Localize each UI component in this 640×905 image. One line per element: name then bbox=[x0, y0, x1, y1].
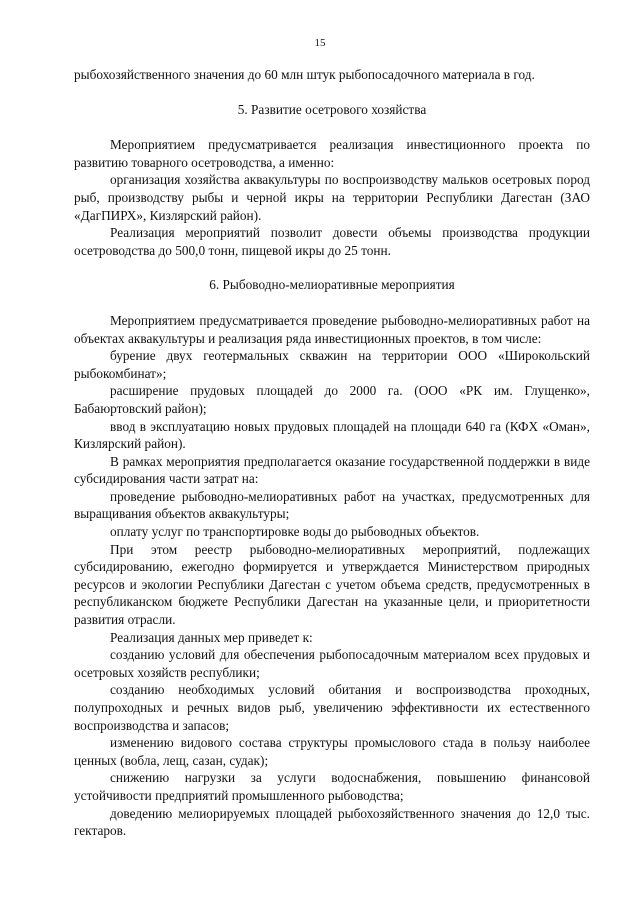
paragraph: бурение двух геотермальных скважин на территории ООО «Широкольский рыбокомбинат»; bbox=[74, 348, 590, 381]
paragraph: оплату услуг по транспортировке воды до рыбоводных объектов. bbox=[110, 524, 480, 540]
paragraph: проведение рыбоводно-мелиоративных работ на участках, предусмотренных для выращивания объектов аквакультуры; bbox=[74, 488, 590, 522]
section-heading: 6. Рыбоводно-мелиоративные мероприятия bbox=[209, 277, 455, 293]
paragraph: изменению видового состава структуры промыслового стада в пользу наиболее ценных (вобла, лещ, сазан, судак); bbox=[74, 735, 590, 768]
paragraph: Реализация мероприятий позволит довести объемы производства продукции осетроводства до 500,0 тонн, пищевой икры до 25 тонн. bbox=[74, 225, 590, 258]
paragraph: созданию условий для обеспечения рыбопосадочным материалом всех прудовых и осетровых хозяйств республики; bbox=[74, 647, 590, 680]
paragraph: Реализация данных мер приведет к: bbox=[110, 629, 313, 645]
page-number: 15 bbox=[314, 37, 326, 49]
paragraph: организация хозяйства аквакультуры по воспроизводству мальков осетровых пород рыб, производству рыбы и черной икры на территории Республики Дагестан (ЗАО «ДагПИРХ», Кизлярский район). bbox=[74, 172, 590, 223]
paragraph: При этом реестр рыбоводно-мелиоративных мероприятий, подлежащих субсидированию, ежегодно формируется и утверждается Министерством природных ресурсов и экологии Республики Дагестан с учетом объема средств, предусмотренных в республиканском бюджете Республики Дагестан на указанные цели, и приоритетности развития отрасли. bbox=[74, 541, 590, 628]
paragraph: созданию необходимых условий обитания и воспроизводства проходных, полупроходных и речных видов рыб, увеличению эффективности их естественного воспроизводства и запасов; bbox=[74, 682, 590, 733]
paragraph: В рамках мероприятия предполагается оказание государственной поддержки в виде субсидирования части затрат на: bbox=[74, 453, 590, 487]
paragraph: Мероприятием предусматривается проведение рыбоводно-мелиоративных работ на объектах аквакультуры и реализация ряда инвестиционных проектов, в том числе: bbox=[74, 312, 590, 346]
paragraph: рыбохозяйственного значения до 60 млн штук рыбопосадочного материала в год. bbox=[74, 67, 535, 82]
paragraph: ввод в эксплуатацию новых прудовых площадей на площади 640 га (КФХ «Оман», Кизлярский район). bbox=[74, 418, 590, 452]
paragraph: доведению мелиорируемых площадей рыбохозяйственного значения до 12,0 тыс. гектаров. bbox=[74, 805, 590, 839]
paragraph: снижению нагрузки за услуги водоснабжения, повышению финансовой устойчивости предприятий промышленного рыбоводства; bbox=[74, 770, 590, 803]
document-body bbox=[74, 66, 590, 840]
section-heading: 5. Развитие осетрового хозяйства bbox=[237, 101, 427, 117]
paragraph: расширение прудовых площадей до 2000 га. (ООО «РК им. Глущенко», Бабаюртовский район); bbox=[74, 383, 590, 416]
paragraph: Мероприятием предусматривается реализация инвестиционного проекта по развитию товарного осетроводства, а именно: bbox=[74, 137, 590, 170]
